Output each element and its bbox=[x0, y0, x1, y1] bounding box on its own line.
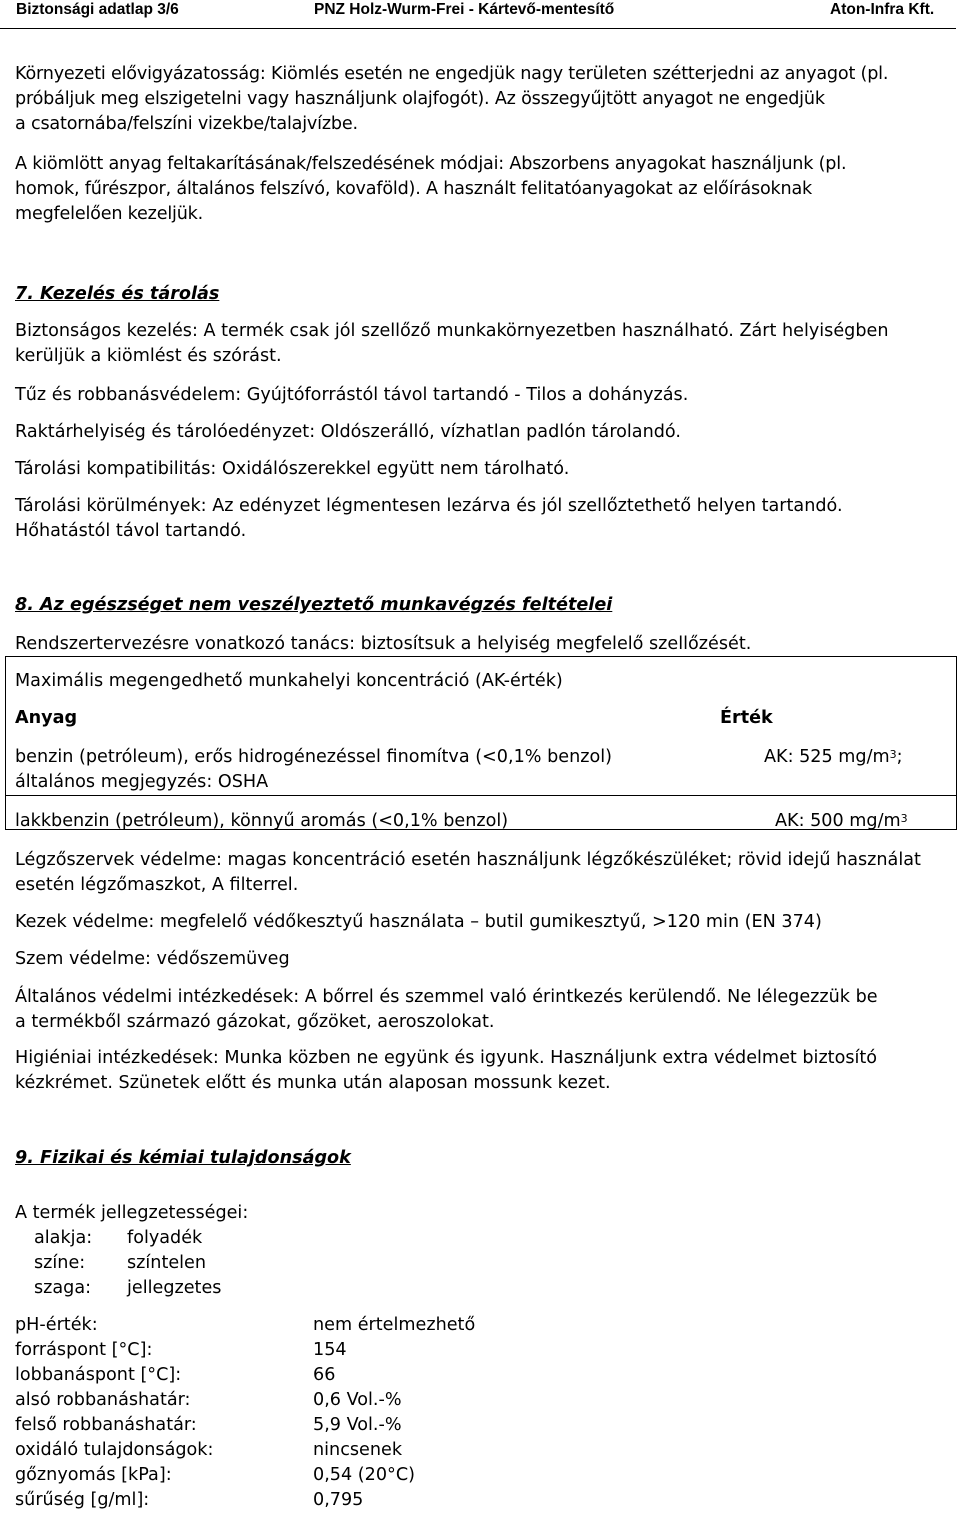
env-precaution-line-3: a csatornába/felszíni vizekbe/talajvízbe. bbox=[15, 114, 358, 134]
respiratory-protection-line-1: Légzőszervek védelme: magas koncentráció esetén használjunk légzőkészüléket; rövid idejű használat bbox=[15, 850, 921, 870]
fire-protection: Tűz és robbanásvédelem: Gyújtóforrástól távol tartandó - Tilos a dohányzás. bbox=[15, 385, 689, 405]
cleanup-line-3: megfelelően kezeljük. bbox=[15, 204, 204, 224]
table-row-2-substance: lakkbenzin (petróleum), könnyű aromás (<0,1% benzol) bbox=[15, 811, 509, 831]
property-value: 5,9 Vol.-% bbox=[313, 1415, 402, 1435]
property-value: nem értelmezhető bbox=[313, 1315, 476, 1335]
characteristic-value: jellegzetes bbox=[127, 1278, 222, 1298]
env-precaution-line-1: Környezeti elővigyázatosság: Kiömlés esetén ne engedjük nagy területen szétterjedni az anyagot (pl. bbox=[15, 64, 889, 84]
hand-protection: Kezek védelme: megfelelő védőkesztyű használata – butil gumikesztyű, >120 min (EN 374) bbox=[15, 912, 822, 932]
page-header bbox=[0, 0, 960, 30]
general-measures-line-1: Általános védelmi intézkedések: A bőrrel és szemmel való érintkezés kerülendő. Ne lélegezzük be bbox=[15, 987, 878, 1007]
general-measures-line-2: a termékből származó gázokat, gőzöket, aeroszolokat. bbox=[15, 1012, 495, 1032]
table-caption: Maximális megengedhető munkahelyi koncentráció (AK-érték) bbox=[15, 671, 563, 691]
table-row-2-value: AK: 500 $mg/m^3$ bbox=[775, 811, 908, 831]
system-design-advice: Rendszertervezésre vonatkozó tanács: biztosítsuk a helyiség megfelelő szellőzését. bbox=[15, 634, 752, 654]
property-label: lobbanáspont [°C]: bbox=[15, 1365, 182, 1385]
characteristic-label: alakja: bbox=[34, 1228, 93, 1248]
property-value: 66 bbox=[313, 1365, 336, 1385]
table-row-divider bbox=[5, 795, 957, 796]
section-8-title: 8. Az egészséget nem veszélyeztető munkavégzés feltételei bbox=[15, 595, 613, 615]
hygiene-measures-line-1: Higiéniai intézkedések: Munka közben ne együnk és igyunk. Használjunk extra védelmet biztosító bbox=[15, 1048, 878, 1068]
eye-protection: Szem védelme: védőszemüveg bbox=[15, 949, 290, 969]
property-value: nincsenek bbox=[313, 1440, 403, 1460]
handling-line-2: kerüljük a kiömlést és szórást. bbox=[15, 346, 282, 366]
property-label: forráspont [°C]: bbox=[15, 1340, 153, 1360]
section-7-title: 7. Kezelés és tárolás bbox=[15, 284, 220, 304]
characteristic-value: folyadék bbox=[127, 1228, 203, 1248]
table-header-value: Érték bbox=[720, 708, 773, 728]
property-label: felső robbanáshatár: bbox=[15, 1415, 197, 1435]
hygiene-measures-line-2: kézkrémet. Szünetek előtt és munka után alaposan mossunk kezet. bbox=[15, 1073, 611, 1093]
characteristic-label: színe: bbox=[34, 1253, 86, 1273]
header-divider bbox=[0, 28, 956, 29]
property-label: alsó robbanáshatár: bbox=[15, 1390, 191, 1410]
section-9-title: 9. Fizikai és kémiai tulajdonságok bbox=[15, 1148, 351, 1168]
header-product-name: PNZ Holz-Wurm-Frei - Kártevő-mentesítő bbox=[314, 1, 615, 18]
table-row-1-value: AK: 525 $mg/m^3$; bbox=[764, 747, 903, 767]
property-value: 0,54 (20°C) bbox=[313, 1465, 415, 1485]
property-label: sűrűség [g/ml]: bbox=[15, 1490, 150, 1510]
property-value: 154 bbox=[313, 1340, 347, 1360]
table-row-1-substance-line-2: általános megjegyzés: OSHA bbox=[15, 772, 269, 792]
property-label: gőznyomás [kPa]: bbox=[15, 1465, 172, 1485]
cleanup-line-2: homok, fűrészpor, általános felszívó, kovaföld). A használt felitatóanyagokat az előírásoknak bbox=[15, 179, 813, 199]
property-value: 0,6 Vol.-% bbox=[313, 1390, 402, 1410]
header-document-title: Biztonsági adatlap 3/6 bbox=[16, 1, 179, 18]
header-company: Aton-Infra Kft. bbox=[830, 1, 935, 18]
storage-room: Raktárhelyiség és tárolóedényzet: Oldószerálló, vízhatlan padlón tárolandó. bbox=[15, 422, 681, 442]
characteristics-label: A termék jellegzetességei: bbox=[15, 1203, 249, 1223]
property-label: pH-érték: bbox=[15, 1315, 98, 1335]
storage-compatibility: Tárolási kompatibilitás: Oxidálószerekkel együtt nem tárolható. bbox=[15, 459, 570, 479]
characteristic-label: szaga: bbox=[34, 1278, 92, 1298]
respiratory-protection-line-2: esetén légzőmaszkot, A filterrel. bbox=[15, 875, 299, 895]
property-value: 0,795 bbox=[313, 1490, 364, 1510]
storage-conditions-line-2: Hőhatástól távol tartandó. bbox=[15, 521, 247, 541]
handling-line-1: Biztonságos kezelés: A termék csak jól szellőző munkakörnyezetben használható. Zárt helyiségben bbox=[15, 321, 889, 341]
characteristic-value: színtelen bbox=[127, 1253, 207, 1273]
table-header-substance: Anyag bbox=[15, 708, 78, 728]
property-label: oxidáló tulajdonságok: bbox=[15, 1440, 214, 1460]
table-row-1-substance-line-1: benzin (petróleum), erős hidrogénezéssel finomítva (<0,1% benzol) bbox=[15, 747, 612, 767]
env-precaution-line-2: próbáljuk meg elszigetelni vagy használjunk olajfogót). Az összegyűjtött anyagot ne engedjük bbox=[15, 89, 825, 109]
cleanup-line-1: A kiömlött anyag feltakarításának/felszedésének módjai: Abszorbens anyagokat használjunk (pl. bbox=[15, 154, 847, 174]
storage-conditions-line-1: Tárolási körülmények: Az edényzet légmentesen lezárva és jól szellőztethető helyen tartandó. bbox=[15, 496, 843, 516]
